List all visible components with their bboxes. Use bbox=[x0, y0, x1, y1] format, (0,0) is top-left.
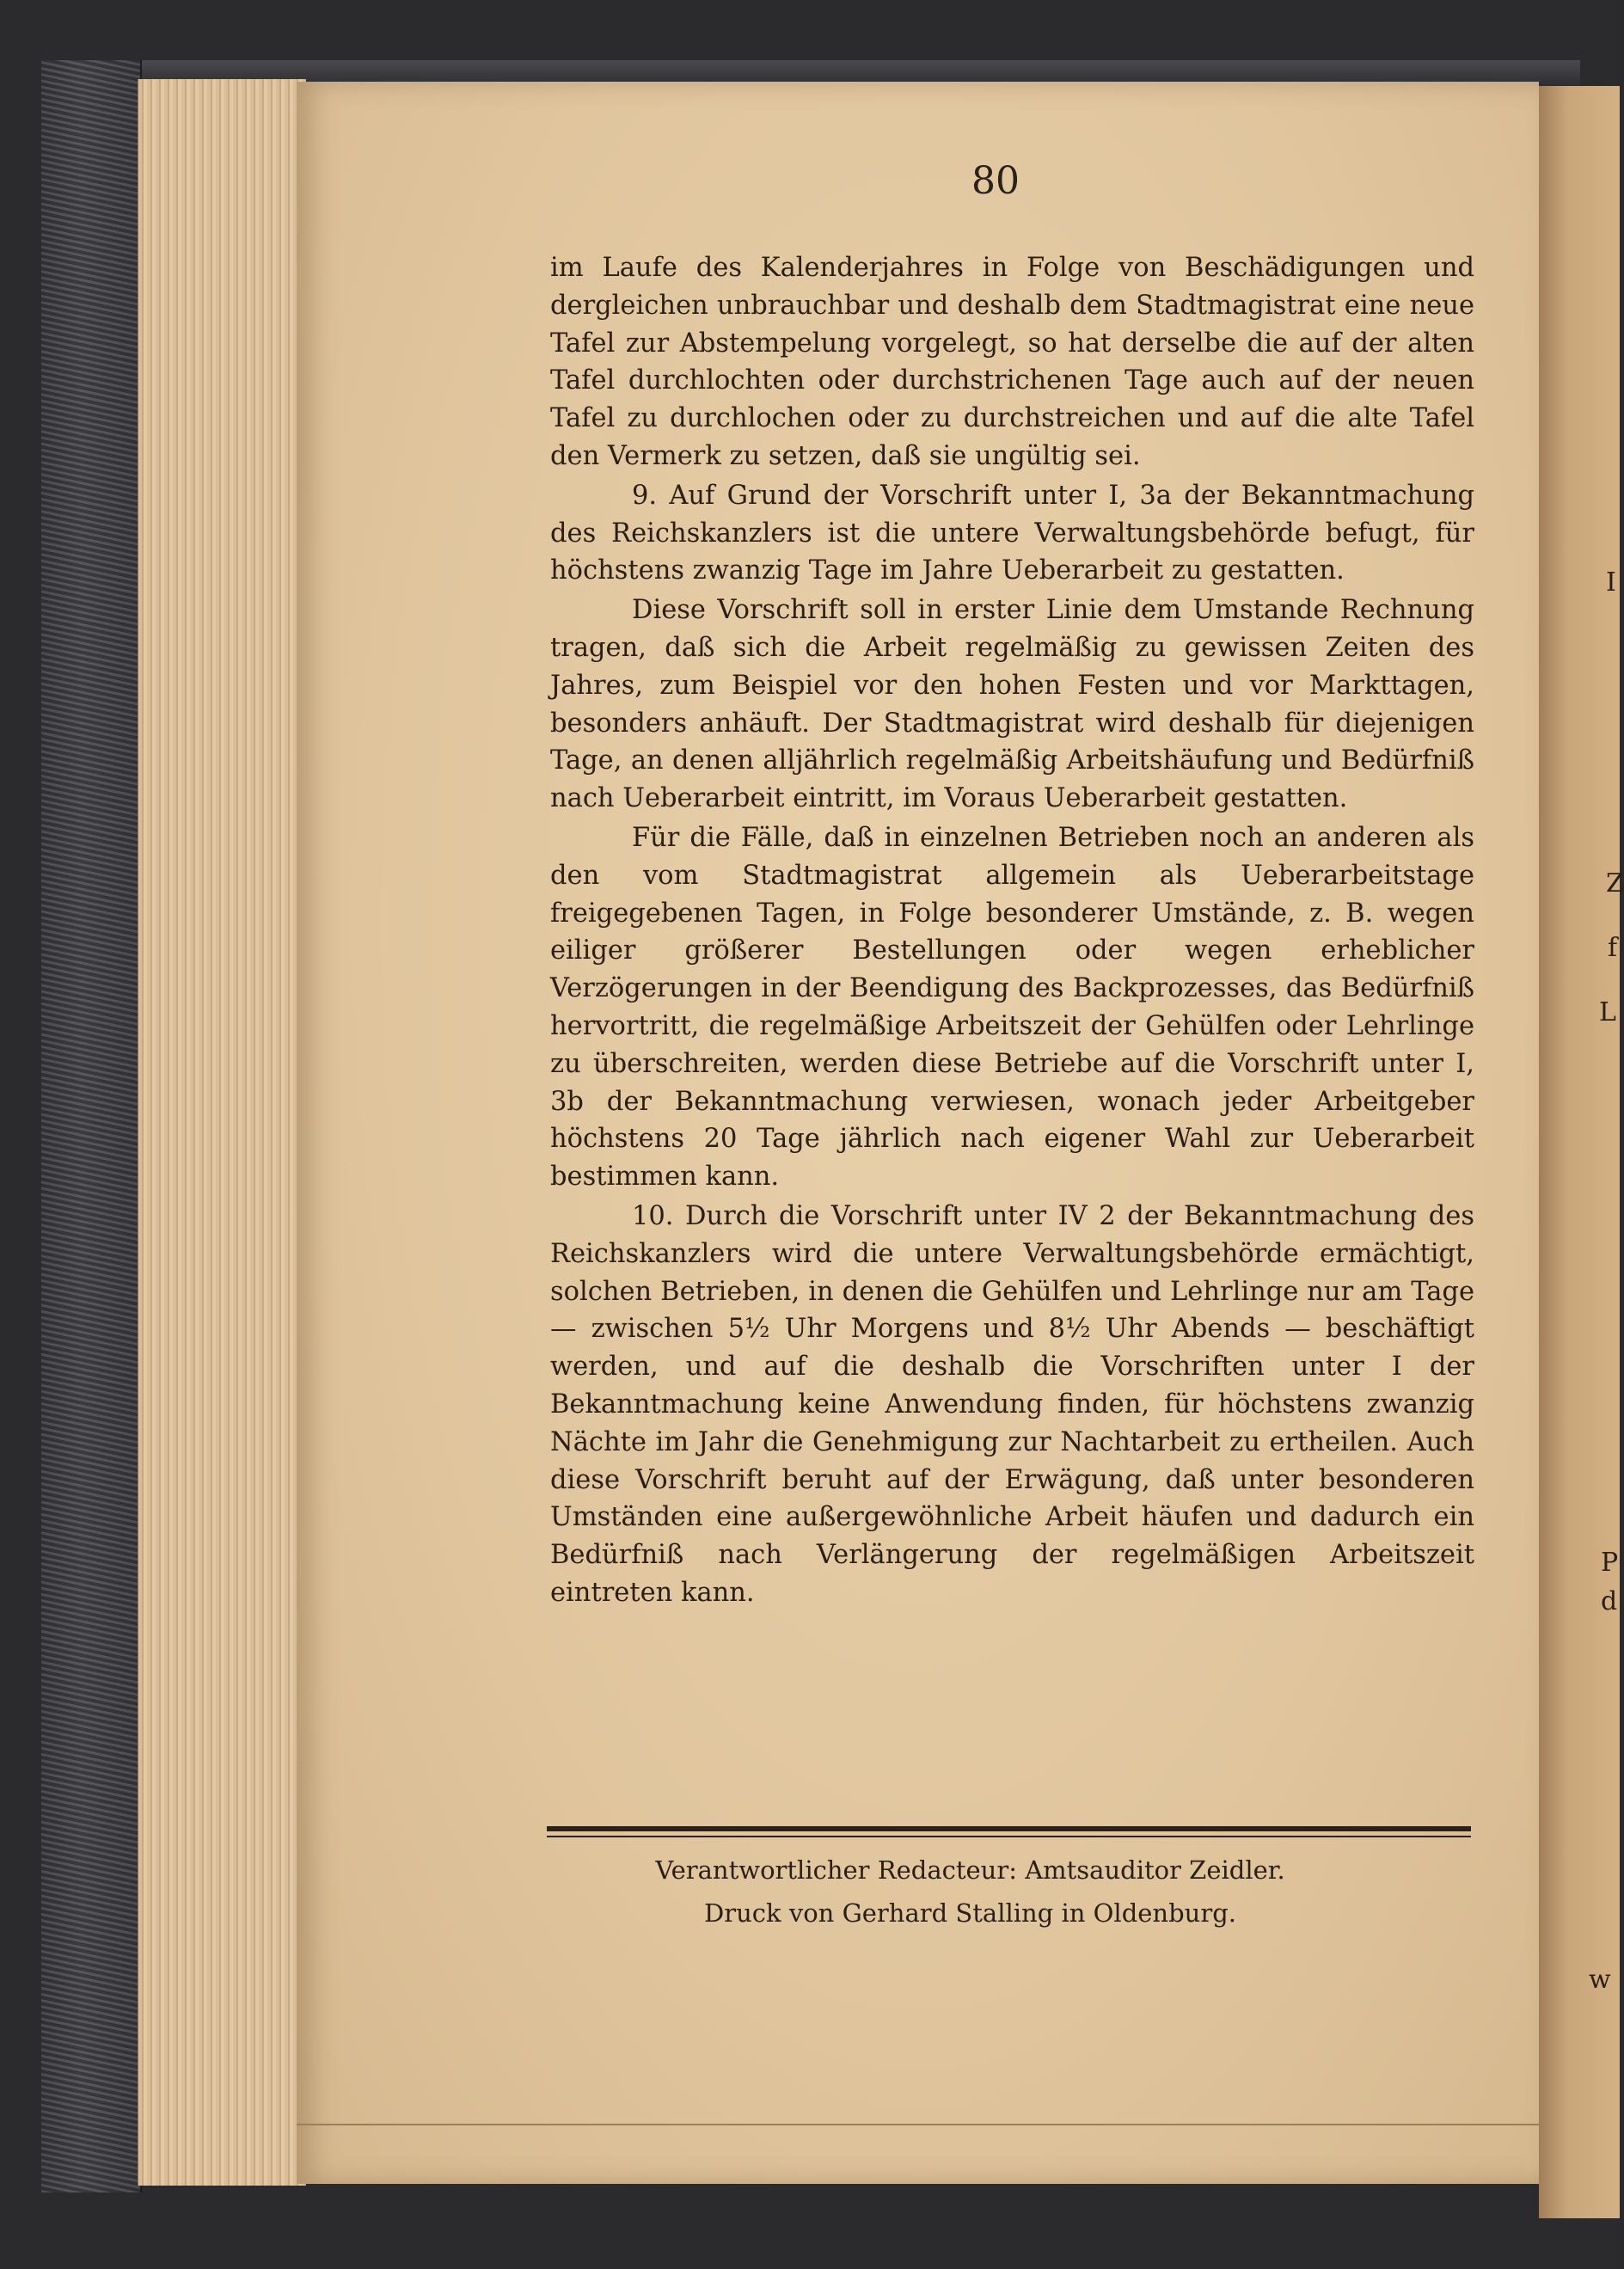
book-cover-spine bbox=[41, 60, 142, 2192]
paragraph: 9. Auf Grund der Vorschrift unter I, 3a der Bekanntmachung des Reichskanzlers ist die untere Verwaltungsbehörde befugt, für höchstens zwanzig Tage im Jahre Ueberarbeit zu gestatten. bbox=[550, 480, 1474, 586]
paragraph: Für die Fälle, daß in einzelnen Betrieben noch an anderen als den vom Stadtmagistrat allgemein als Ueberarbeitstage freigegebenen Tagen, in Folge besonderer Umstände, z. B. wegen eiliger größerer Bestellungen oder wegen erheblicher Verzögerungen in der Beendigung des Backprozesses, das Bedürfniß hervortritt, die regelmäßige Arbeitszeit der Gehülfen oder Lehrlinge zu überschreiten, werden diese Betriebe auf die Vorschrift unter I, 3b der Bekanntmachung verwiesen, wonach jeder Arbeitgeber höchstens 20 Tage jährlich nach eigener Wahl zur Ueberarbeit bestimmen kann. bbox=[550, 822, 1474, 1193]
facing-page-fragment: Z bbox=[1606, 868, 1624, 898]
facing-page-fragment: d bbox=[1601, 1586, 1618, 1616]
imprint-editor-line: Verantwortlicher Redacteur: Amtsauditor Zeidler. bbox=[655, 1855, 1285, 1885]
paragraph: im Laufe des Kalenderjahres in Folge von Beschädigungen und dergleichen unbrauchbar und deshalb dem Stadtmagistrat eine neue Tafel zur Abstempelung vorgelegt, so hat derselbe die auf der alten Tafel durchlochten oder durchstrichenen Tage auch auf der neuen Tafel zu durchlochen oder zu durchstreichen und auf die alte Tafel den Vermerk zu setzen, daß sie ungültig sei. bbox=[550, 253, 1474, 471]
paragraph: Diese Vorschrift soll in erster Linie dem Umstande Rechnung tragen, daß sich die Arbeit regelmäßig zu gewissen Zeiten des Jahres, zum Beispiel vor den hohen Festen und vor Markttagen, besonders anhäuft. Der Stadtmagistrat wird deshalb für diejenigen Tage, an denen alljährlich regelmäßig Arbeitshäufung und Bedürfniß nach Ueberarbeit eintritt, im Voraus Ueberarbeit gestatten. bbox=[550, 595, 1474, 814]
imprint-rule-thick bbox=[547, 1826, 1471, 1831]
facing-page-fragment: f bbox=[1608, 933, 1618, 963]
page-stack-edges bbox=[138, 79, 306, 2186]
facing-page-fragment: I bbox=[1606, 567, 1616, 598]
page-number: 80 bbox=[971, 159, 1020, 203]
page-body-text bbox=[550, 249, 1474, 1612]
imprint-printer-line: Druck von Gerhard Stalling in Oldenburg. bbox=[704, 1898, 1236, 1928]
paragraph: 10. Durch die Vorschrift unter IV 2 der Bekanntmachung des Reichskanzlers wird die untere Verwaltungsbehörde ermächtigt, solchen Betrieben, in denen die Gehülfen und Lehrlinge nur am Tage — zwischen 5½ Uhr Morgens und 8½ Uhr Abends — beschäftigt werden, und auf die deshalb die Vorschriften unter I der Bekanntmachung keine Anwendung finden, für höchstens zwanzig Nächte im Jahr die Genehmigung zur Nachtarbeit zu ertheilen. Auch diese Vorschrift beruht auf der Erwägung, daß unter besonderen Umständen eine außergewöhnliche Arbeit häufen und dadurch ein Bedürfniß nach Verlängerung der regelmäßigen Arbeitszeit eintreten kann. bbox=[550, 1200, 1474, 1608]
facing-page-fragment: w bbox=[1589, 1965, 1611, 1995]
facing-page bbox=[1539, 86, 1624, 2218]
facing-page-fragment: P bbox=[1601, 1548, 1619, 1578]
page-bottom-edge bbox=[297, 2124, 1539, 2125]
imprint bbox=[547, 1849, 1471, 1935]
imprint-rule-thin bbox=[547, 1836, 1471, 1837]
facing-page-fragment: L bbox=[1599, 997, 1616, 1027]
